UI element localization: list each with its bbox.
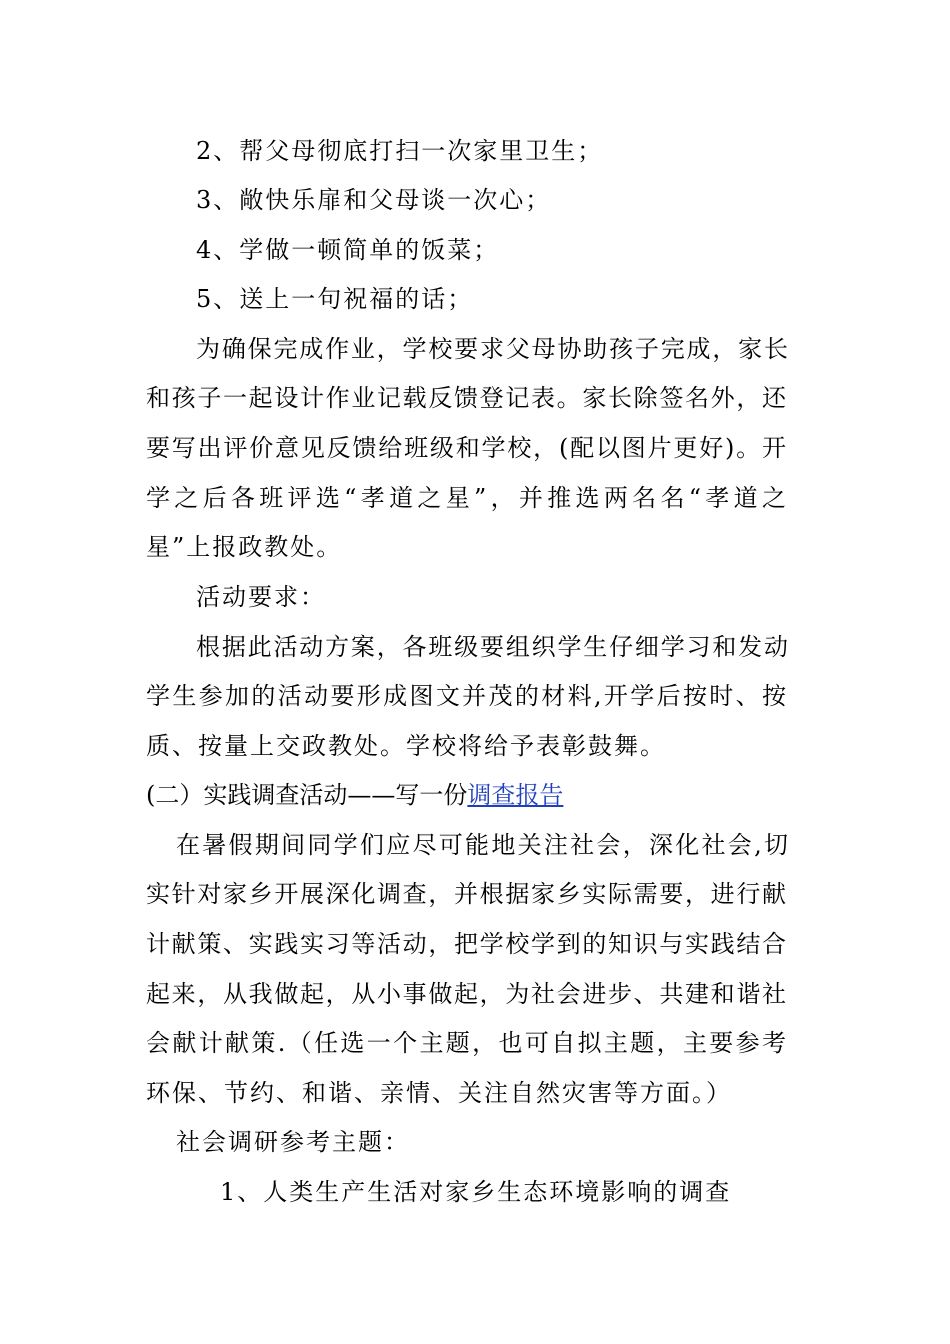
survey-report-link[interactable]: 调查报告 xyxy=(467,781,564,809)
text-line: 3、敞快乐扉和父母谈一次心； xyxy=(196,186,552,214)
text-line: 学之后各班评选“孝道之星”，并推选两名名“孝道之 xyxy=(146,484,786,512)
text-line: 学生参加的活动要形成图文并茂的材料,开学后按时、按 xyxy=(146,682,786,710)
text-line: 计献策、实践实习等活动，把学校学到的知识与实践结合 xyxy=(146,930,786,958)
text-line: 5、送上一句祝福的话； xyxy=(196,285,474,313)
text-line: 起来，从我做起，从小事做起，为社会进步、共建和谐社 xyxy=(146,980,786,1008)
text-line: 质、按量上交政教处。学校将给予表彰鼓舞。 xyxy=(146,732,666,760)
text-line: 活动要求： xyxy=(196,583,326,611)
text-line: 为确保完成作业，学校要求父母协助孩子完成，家长 xyxy=(196,335,788,363)
text-line: 根据此活动方案，各班级要组织学生仔细学习和发动 xyxy=(196,633,788,661)
section-heading xyxy=(146,780,563,810)
text-line: 2、帮父母彻底打扫一次家里卫生； xyxy=(196,137,604,165)
text-line: 4、学做一顿简单的饭菜； xyxy=(196,236,500,264)
text-line: 1、人类生产生活对家乡生态环境影响的调查 xyxy=(220,1178,732,1206)
text-line: 实针对家乡开展深化调查，并根据家乡实际需要，进行献 xyxy=(146,880,786,908)
text-line: 社会调研参考主题： xyxy=(176,1128,410,1156)
text-line: 和孩子一起设计作业记载反馈登记表。家长除签名外，还 xyxy=(146,384,786,412)
text-line: 环保、节约、和谐、亲情、关注自然灾害等方面。） xyxy=(146,1079,732,1107)
text-line: 在暑假期间同学们应尽可能地关注社会，深化社会,切 xyxy=(176,831,788,859)
text-line: 会献计献策.（任选一个主题，也可自拟主题，主要参考 xyxy=(146,1029,786,1057)
text-line: 要写出评价意见反馈给班级和学校，(配以图片更好)。开 xyxy=(146,434,786,462)
section-heading-text: (二）实践调查活动——写一份 xyxy=(146,781,468,809)
text-line: 星”上报政教处。 xyxy=(146,533,343,561)
